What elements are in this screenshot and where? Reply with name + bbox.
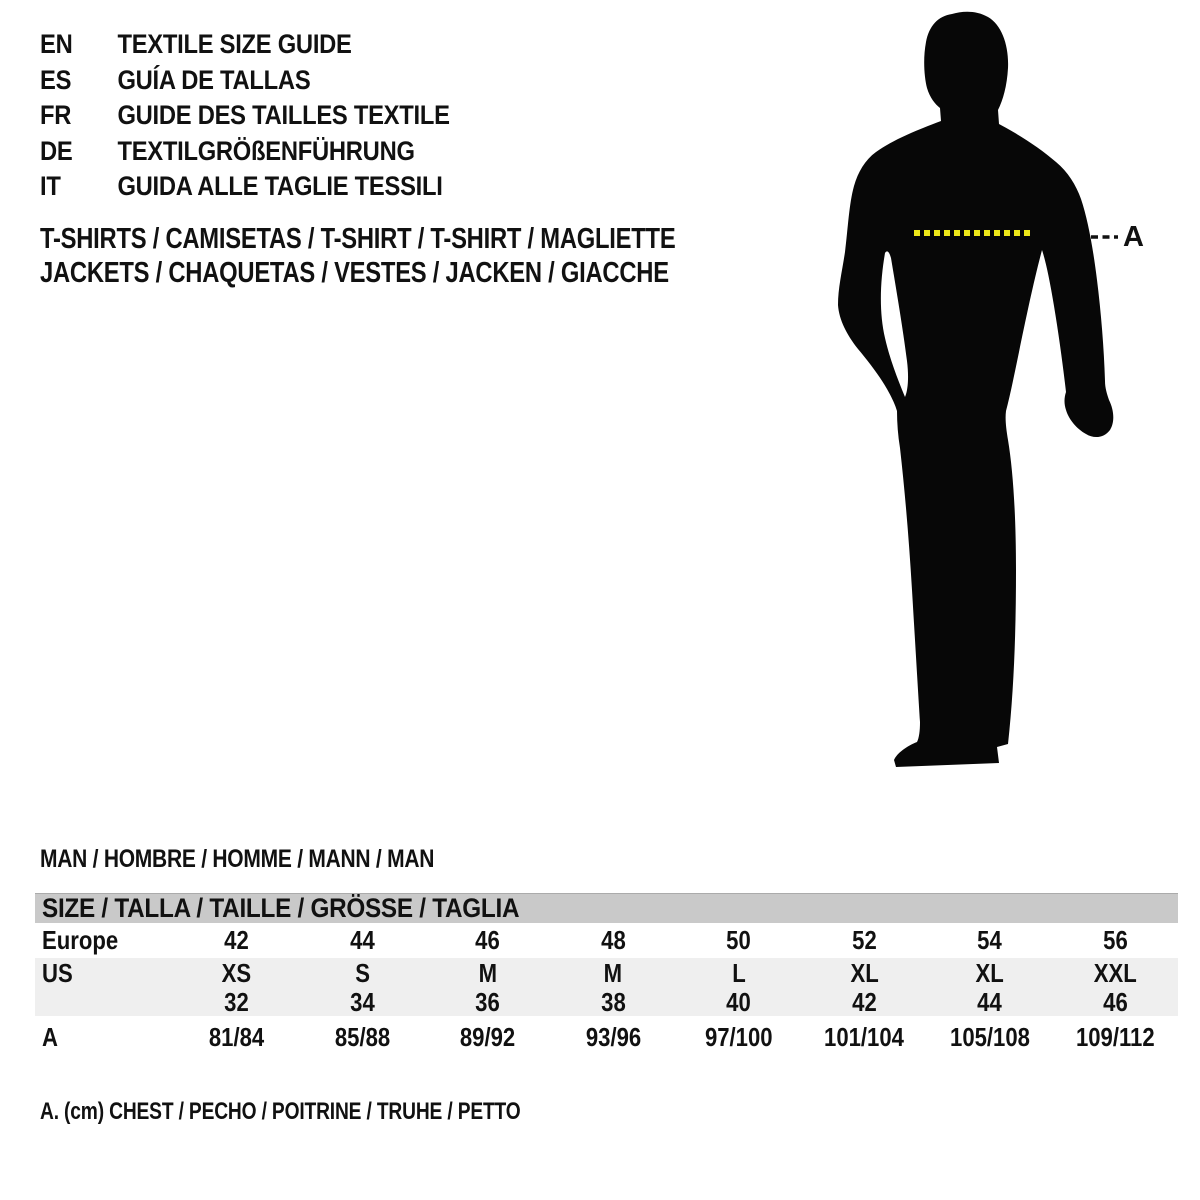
- row-label: Europe: [42, 925, 119, 955]
- size-cell: M: [478, 958, 497, 988]
- gender-heading: [40, 845, 509, 874]
- size-cell: 46: [1102, 987, 1128, 1017]
- table-row-europe: [35, 923, 1178, 958]
- size-cell: 36: [475, 987, 501, 1017]
- size-cell: 40: [726, 987, 752, 1017]
- table-row-chest: [35, 1016, 1178, 1058]
- size-cell: 97/100: [704, 1021, 773, 1052]
- size-table-header: [35, 893, 1178, 923]
- size-table-header-text: SIZE / TALLA / TAILLE / GRÖSSE / TAGLIA: [42, 893, 520, 923]
- size-cell: 50: [726, 925, 752, 955]
- language-label: TEXTILE SIZE GUIDE: [117, 29, 352, 59]
- size-cell: 105/108: [949, 1021, 1030, 1052]
- size-cell: 38: [600, 987, 626, 1017]
- category-line-tshirts: T-SHIRTS / CAMISETAS / T-SHIRT / T-SHIRT / MAGLIETTE: [40, 223, 676, 255]
- size-cell: 44: [977, 987, 1003, 1017]
- size-cell: XS: [222, 958, 252, 988]
- size-cell: M: [604, 958, 623, 988]
- language-label: TEXTILGRÖßENFÜHRUNG: [117, 135, 415, 166]
- language-label: GUÍA DE TALLAS: [117, 64, 311, 95]
- size-table: [35, 893, 1178, 1058]
- size-cell: 44: [349, 925, 375, 955]
- row-label: US: [42, 958, 73, 988]
- size-cell: 54: [977, 925, 1003, 955]
- language-label: GUIDA ALLE TAGLIE TESSILI: [117, 171, 443, 201]
- size-cell: 85/88: [334, 1021, 390, 1052]
- size-cell: 48: [600, 925, 626, 955]
- size-cell: XL: [850, 958, 879, 988]
- size-cell: 34: [349, 987, 375, 1017]
- size-cell: 89/92: [460, 1021, 516, 1052]
- footer-note: [40, 1098, 641, 1126]
- language-code: ES: [40, 64, 72, 95]
- size-cell: 32: [224, 987, 250, 1017]
- size-cell: XL: [975, 958, 1004, 988]
- size-cell: 109/112: [1075, 1021, 1155, 1052]
- table-row-us: [35, 958, 1178, 987]
- size-cell: 42: [224, 925, 250, 955]
- language-label: GUIDE DES TAILLES TEXTILE: [117, 100, 450, 130]
- language-code: IT: [40, 171, 61, 201]
- gender-heading-text: MAN / HOMBRE / HOMME / MANN / MAN: [40, 845, 435, 873]
- size-cell: S: [354, 958, 370, 988]
- size-cell: 81/84: [209, 1021, 265, 1052]
- man-silhouette: [838, 12, 1113, 767]
- language-code: DE: [40, 135, 73, 166]
- measurement-marker-a: A: [1123, 221, 1144, 253]
- size-cell: XXL: [1093, 958, 1137, 988]
- size-cell: 52: [851, 925, 877, 955]
- size-cell: 93/96: [585, 1021, 641, 1052]
- table-row-numeric: [35, 987, 1178, 1016]
- size-cell: 56: [1102, 925, 1128, 955]
- footer-note-text: A. (cm) CHEST / PECHO / POITRINE / TRUHE / PETTO: [40, 1098, 521, 1125]
- size-cell: 46: [475, 925, 501, 955]
- size-cell: 42: [851, 987, 877, 1017]
- language-code: FR: [40, 100, 72, 130]
- row-label: A: [42, 1021, 58, 1052]
- size-cell: 101/104: [824, 1021, 905, 1052]
- category-line-jackets: JACKETS / CHAQUETAS / VESTES / JACKEN / GIACCHE: [40, 256, 669, 289]
- language-code: EN: [40, 29, 73, 59]
- size-cell: L: [731, 958, 746, 988]
